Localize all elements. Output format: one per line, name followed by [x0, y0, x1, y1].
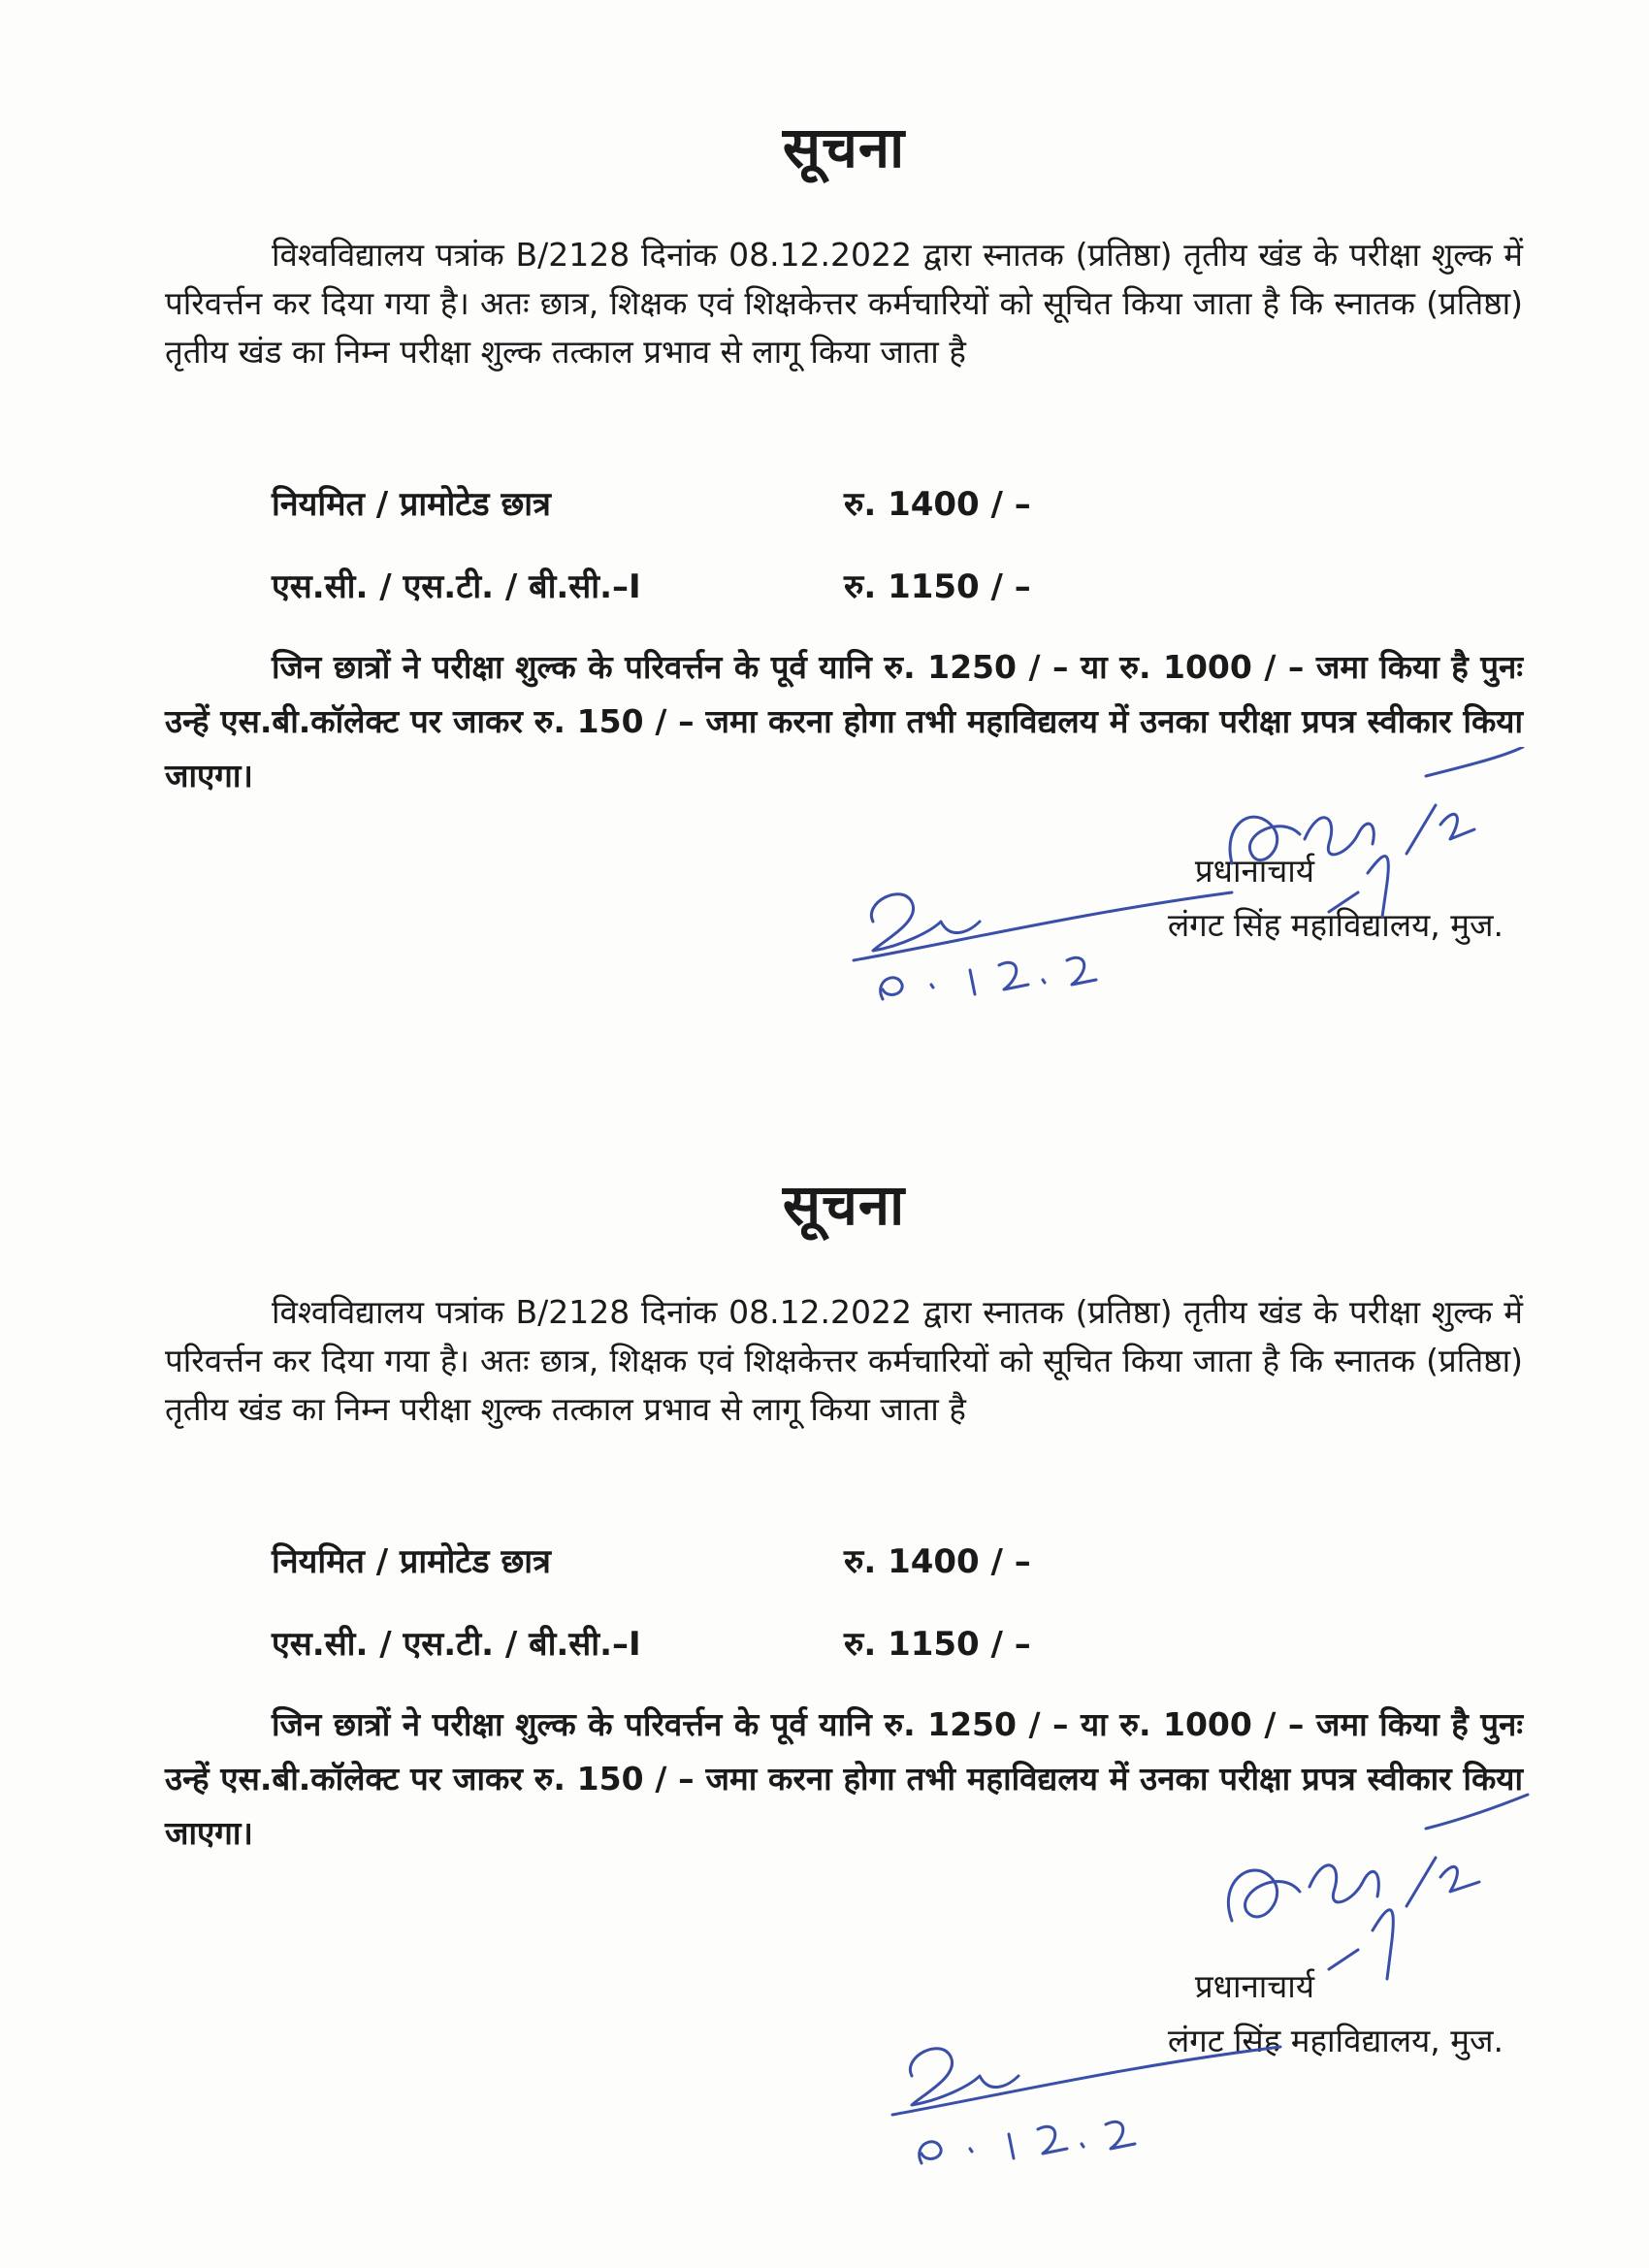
signatory-institution: लंगट सिंह महाविद्यालय, मुज.: [1167, 906, 1504, 944]
notice-1: [165, 107, 1523, 1193]
notice-paragraph-intro: विश्वविद्यालय पत्रांक B/2128 दिनांक 08.12.2022 द्वारा स्नातक (प्रतिष्ठा) तृतीय खंड के परीक्षा शुल्क में परिवर्त्तन कर दिया गया है। अतः छात्र, शिक्षक एवं शिक्षकेत्तर कर्मचारियों को सूचित किया जाता है कि स्नातक (प्रतिष्ठा) तृतीय खंड का निम्न परीक्षा शुल्क तत्काल प्रभाव से लागू किया जाता है: [165, 236, 1523, 371]
signature-block: [922, 1960, 1504, 2068]
signatory-designation: प्रधानाचार्य: [1194, 1967, 1314, 2005]
notice-paragraph-instructions: जिन छात्रों ने परीक्षा शुल्क के परिवर्त्तन के पूर्व यानि रु. 1250 / – या रु. 1000 / – जमा किया है पुनः उन्हें एस.बी.कॉलेक्ट पर जाकर रु. 150 / – जमा करना होगा तभी महाविद्यलय में उनका परीक्षा प्रपत्र स्वीकार किया जाएगा।: [165, 1705, 1523, 1852]
notice-paragraph-instructions: जिन छात्रों ने परीक्षा शुल्क के परिवर्त्तन के पूर्व यानि रु. 1250 / – या रु. 1000 / – जमा किया है पुनः उन्हें एस.बी.कॉलेक्ट पर जाकर रु. 150 / – जमा करना होगा तभी महाविद्यलय में उनका परीक्षा प्रपत्र स्वीकार किया जाएगा।: [165, 648, 1523, 794]
notice-paragraph-intro: विश्वविद्यालय पत्रांक B/2128 दिनांक 08.12.2022 द्वारा स्नातक (प्रतिष्ठा) तृतीय खंड के परीक्षा शुल्क में परिवर्त्तन कर दिया गया है। अतः छात्र, शिक्षक एवं शिक्षकेत्तर कर्मचारियों को सूचित किया जाता है कि स्नातक (प्रतिष्ठा) तृतीय खंड का निम्न परीक्षा शुल्क तत्काल प्रभाव से लागू किया जाता है: [165, 1293, 1523, 1428]
fee-amount: रु. 1150 / –: [844, 1625, 1031, 1664]
fee-amount: रु. 1400 / –: [844, 485, 1031, 524]
signatory-institution: लंगट सिंह महाविद्यालय, मुज.: [1167, 2022, 1504, 2059]
fee-row-regular: [272, 480, 1145, 529]
fee-amount: रु. 1150 / –: [844, 567, 1031, 606]
notice-2: [165, 1164, 1523, 2251]
fee-row-reserved: [272, 563, 1145, 611]
fee-category: एस.सी. / एस.टी. / बी.सी.–I: [272, 567, 641, 606]
fee-category: एस.सी. / एस.टी. / बी.सी.–I: [272, 1625, 641, 1664]
fee-category: नियमित / प्रामोटेड छात्र: [272, 1542, 551, 1581]
fee-row-regular: [272, 1538, 1145, 1586]
signatory-designation: प्रधानाचार्य: [1194, 852, 1314, 890]
notice-title: सूचना: [782, 1172, 906, 1238]
fee-row-reserved: [272, 1620, 1145, 1669]
fee-category: नियमित / प्रामोटेड छात्र: [272, 485, 551, 524]
fee-amount: रु. 1400 / –: [844, 1542, 1031, 1581]
notice-title: सूचना: [782, 114, 906, 180]
signature-block: [922, 844, 1504, 953]
